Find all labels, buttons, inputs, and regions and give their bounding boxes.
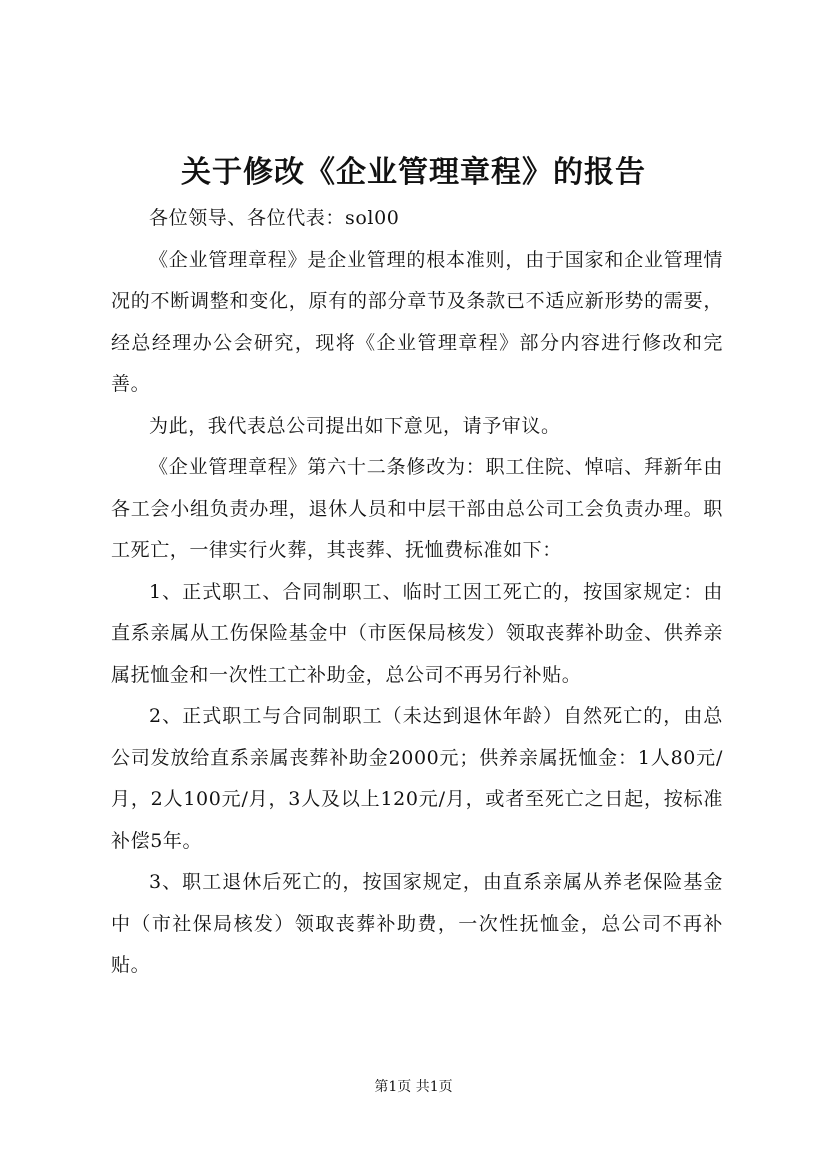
- paragraph-intro: 《企业管理章程》是企业管理的根本准则，由于国家和企业管理情况的不断调整和变化，原有的部分章节及条款已不适应新形势的需要，经总经理办公会研究，现将《企业管理章程》部分内容进行修改和完善。: [111, 248, 723, 395]
- paragraph-item-3: 3、职工退休后死亡的，按国家规定，由直系亲属从养老保险基金中（市社保局核发）领取丧葬补助费，一次性抚恤金，总公司不再补贴。: [111, 871, 723, 976]
- salutation: 各位领导、各位代表：sol00: [149, 207, 400, 229]
- paragraph-item-2: 2、正式职工与合同制职工（未达到退休年龄）自然死亡的，由总公司发放给直系亲属丧葬补助金2000元；供养亲属抚恤金：1人80元/月，2人100元/月，3人及以上120元/月，或者至死亡之日起，按标准补偿5年。: [111, 705, 723, 852]
- paragraph-article-62: 《企业管理章程》第六十二条修改为：职工住院、悼唁、拜新年由各工会小组负责办理，退休人员和中层干部由总公司工会负责办理。职工死亡，一律实行火葬，其丧葬、抚恤费标准如下：: [111, 456, 723, 561]
- paragraph-proposal: 为此，我代表总公司提出如下意见，请予审议。: [149, 414, 561, 437]
- document-title: 关于修改《企业管理章程》的报告: [181, 155, 646, 190]
- document-body: [111, 198, 723, 987]
- page-footer: 第1页 共1页: [374, 1079, 453, 1095]
- paragraph-item-1: 1、正式职工、合同制职工、临时工因工死亡的，按国家规定：由直系亲属从工伤保险基金中（市医保局核发）领取丧葬补助金、供养亲属抚恤金和一次性工亡补助金，总公司不再另行补贴。: [111, 580, 723, 686]
